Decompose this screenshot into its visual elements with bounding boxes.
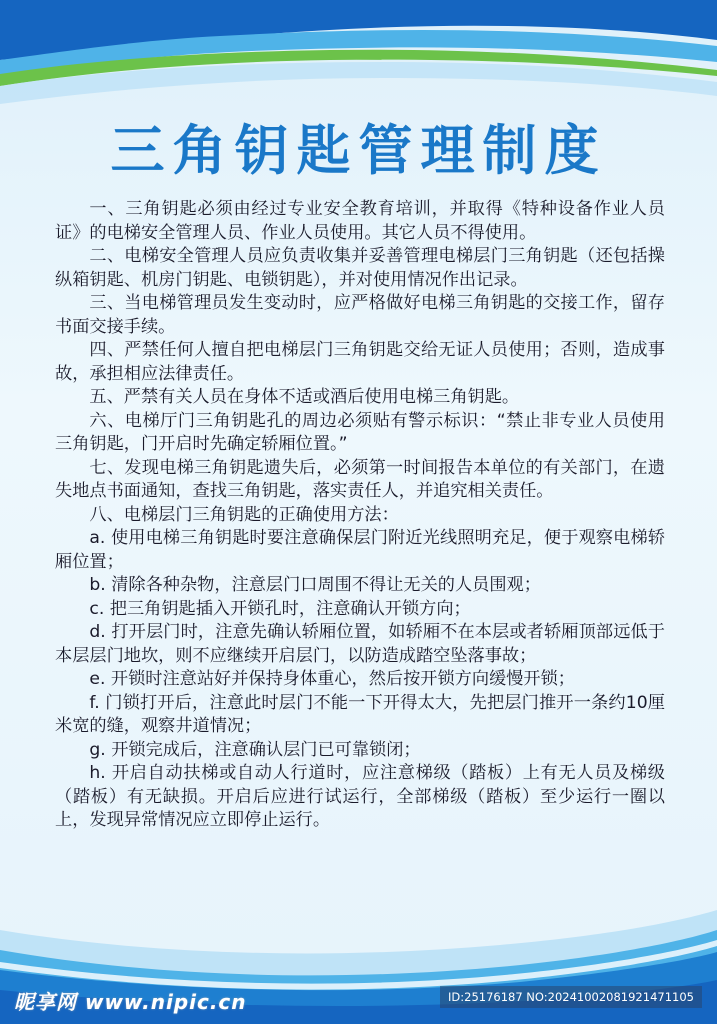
rule-paragraph: 一、三角钥匙必须由经过专业安全教育培训，并取得《特种设备作业人员证》的电梯安全管理人员、作业人员使用。其它人员不得使用。	[55, 199, 665, 243]
method-item: a. 使用电梯三角钥匙时要注意确保层门附近光线照明充足，便于观察电梯轿厢位置；	[55, 528, 665, 572]
rule-paragraph: 六、电梯厅门三角钥匙孔的周边必须贴有警示标识：“禁止非专业人员使用三角钥匙，门开启时先确定轿厢位置。”	[55, 410, 665, 454]
method-item: f. 门锁打开后，注意此时层门不能一下开得太大，先把层门推开一条约10厘米宽的缝，观察井道情况；	[55, 692, 665, 736]
method-item: d. 打开层门时，注意先确认轿厢位置，如轿厢不在本层或者轿厢顶部远低于本层层门地坎，则不应继续开启层门，以防造成踏空坠落事故；	[55, 622, 665, 666]
rule-paragraph: 八、电梯层门三角钥匙的正确使用方法：	[89, 504, 399, 525]
rule-paragraph: 四、严禁任何人擅自把电梯层门三角钥匙交给无证人员使用；否则，造成事故，承担相应法律责任。	[55, 340, 665, 384]
rule-paragraph: 七、发现电梯三角钥匙遗失后，必须第一时间报告本单位的有关部门，在遗失地点书面通知，查找三角钥匙，落实责任人，并追究相关责任。	[55, 457, 665, 501]
method-item: h. 开启自动扶梯或自动人行道时，应注意梯级（踏板）上有无人员及梯级（踏板）有无缺损。开启后应进行试运行，全部梯级（踏板）至少运行一圈以上，发现异常情况应立即停止运行。	[55, 763, 665, 830]
method-item: b. 清除各种杂物，注意层门口周围不得让无关的人员围观；	[89, 575, 541, 595]
method-item: g. 开锁完成后，注意确认层门已可靠锁闭；	[89, 739, 421, 760]
rules-body	[55, 198, 665, 833]
method-item: c. 把三角钥匙插入开锁孔时，注意确认开锁方向；	[89, 598, 471, 619]
rule-paragraph: 三、当电梯管理员发生变动时，应严格做好电梯三角钥匙的交接工作，留存书面交接手续。	[55, 293, 665, 337]
rule-paragraph: 五、严禁有关人员在身体不适或酒后使用电梯三角钥匙。	[89, 387, 520, 407]
method-item: e. 开锁时注意站好并保持身体重心，然后按开锁方向缓慢开锁；	[89, 669, 575, 689]
page-title: 三角钥匙管理制度	[110, 119, 607, 182]
rule-paragraph: 二、电梯安全管理人员应负责收集并妥善管理电梯层门三角钥匙（还包括操纵箱钥匙、机房门钥匙、电锁钥匙），并对使用情况作出记录。	[55, 246, 665, 290]
image-id-watermark: ID:25176187 NO:20241002081921471105	[440, 986, 702, 1008]
site-watermark: 昵享网 www.nipic.cn	[14, 990, 247, 1014]
